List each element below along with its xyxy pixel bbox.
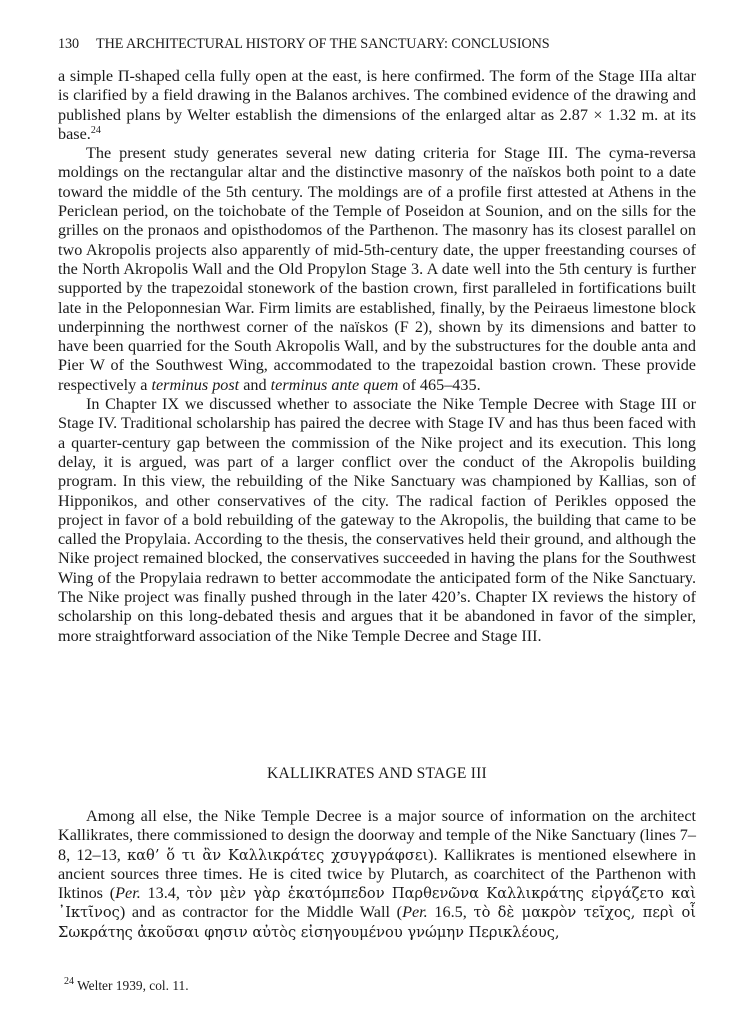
terminus-ante-quem: terminus ante quem — [270, 375, 399, 394]
paragraph-2-text: The present study generates several new dating criteria for Stage III. The cyma-reversa moldings on the rectangular altar and the distinctive masonry of the naïskos both point to a date toward the middle of the 5th century. The moldings are of a profile first attested at Athens in the Periclean period, on the toichobate of the Temple of Poseidon at Sounion, and on the sills for the grilles on the pronaos and opisthodomos of the Parthenon. The masonry has its closest parallel on two Akropolis projects also apparently of mid-5th-century date, the upper freestanding courses of the North Akropolis Wall and the Old Propylon Stage 3. A date well into the 5th century is further supported by the trapezoidal stonework of the bastion crown, first paralleled in fortifications built late in the Peloponnesian War. Firm limits are established, finally, by the Peiraeus limestone block underpinning the northwest corner of the naïskos (F 2), shown by its dimensions and batter to have been quarried for the South Akropolis Wall, and by the substructures for the double anta and Pier W of the Southwest Wing, accommodated to the trapezoidal bastion crown. These provide respectively a — [58, 144, 696, 394]
terminus-post: terminus post — [151, 375, 240, 394]
footnote-ref-24[interactable]: 24 — [90, 124, 101, 136]
section-text-5: 16.5, — [427, 903, 474, 922]
citation-per-1: Per. — [115, 884, 141, 903]
footnote-24 — [64, 978, 189, 994]
footnote-text: Welter 1939, col. 11. — [74, 978, 189, 993]
paragraph-2-join: and — [239, 375, 271, 394]
section-paragraph — [58, 807, 696, 942]
page-number: 130 — [58, 36, 79, 52]
citation-per-2: Per. — [402, 903, 428, 922]
section-text-1: Among all else, the Nike Temple Decree is a major source of information on the architect Kallikrates, there commissioned to design the doorway and temple of the Nike Sanctuary (lines 7–8, 12–13, — [58, 807, 696, 864]
running-header — [58, 36, 678, 53]
footnote-number: 24 — [64, 976, 74, 987]
paragraph-2 — [58, 144, 696, 395]
section-heading: KALLIKRATES AND STAGE III — [267, 765, 487, 782]
running-title: THE ARCHITECTURAL HISTORY OF THE SANCTUARY: CONCLUSIONS — [96, 36, 550, 52]
paragraph-3: In Chapter IX we discussed whether to associate the Nike Temple Decree with Stage III or Stage IV. Traditional scholarship has paired the decree with Stage IV and has thus been faced with a quarter-century gap between the commission of the Nike project and its execution. This long delay, it is argued, was part of a larger conflict over the conduct of the Akropolis building program. In this view, the rebuilding of the Nike Sanctuary was championed by Kallias, son of Hipponikos, and other conservatives of the city. The radical faction of Perikles opposed the project in favor of a bold rebuilding of the gateway to the Akropolis, the building that came to be called the Propylaia. According to the thesis, the conservatives held their ground, and although the Nike project remained blocked, the conservatives succeeded in having the plans for the Southwest Wing of the Propylaia redrawn to better accommodate the anticipated form of the Nike Sanctuary. The Nike project was finally pushed through in the later 420’s. Chapter IX reviews the history of scholarship on this long-debated thesis and argues that it be abandoned in favor of the simpler, more straightforward association of the Nike Temple Decree and Stage III. — [58, 395, 696, 645]
greek-quote-3: τὸ δὲ μακρὸν τεῖχος, περὶ οἷ Σωκράτης ἀκοῦσαι φησιν αὐτὸς εἰσηγουμένου γνώμην Περικλέους, — [58, 904, 696, 941]
section-text-2: ). Kallikrates is mentioned elsewhere in ancient sources three times. He is cited twice by Plutarch, as coarchitect of the Parthenon with Iktinos ( — [58, 845, 697, 903]
section-text-4: ) and as contractor for the Middle Wall ( — [119, 903, 403, 922]
paragraph-1-text: a simple Π-shaped cella fully open at the east, is here confirmed. The form of the Stage IIIa altar is clarified by a field drawing in the Balanos archives. The combined evidence of the drawing and published plans by Welter establish the dimensions of the enlarged altar as 2.87 × 1.32 m. at its base. — [58, 67, 696, 143]
greek-quote-1: καθ’ ὅ τι ἂν Καλλικράτες χσυγγράφσει — [127, 846, 429, 864]
paragraph-2-end: of 465–435. — [398, 375, 481, 394]
section-text-3: 13.4, — [140, 884, 187, 903]
paragraph-1 — [58, 67, 696, 144]
main-text — [58, 67, 696, 646]
greek-quote-2: τὸν μὲν γὰρ ἑκατόμπεδον Παρθενῶνα Καλλικράτης εἰργάζετο καὶ ᾿Ικτῖνος — [58, 885, 697, 922]
